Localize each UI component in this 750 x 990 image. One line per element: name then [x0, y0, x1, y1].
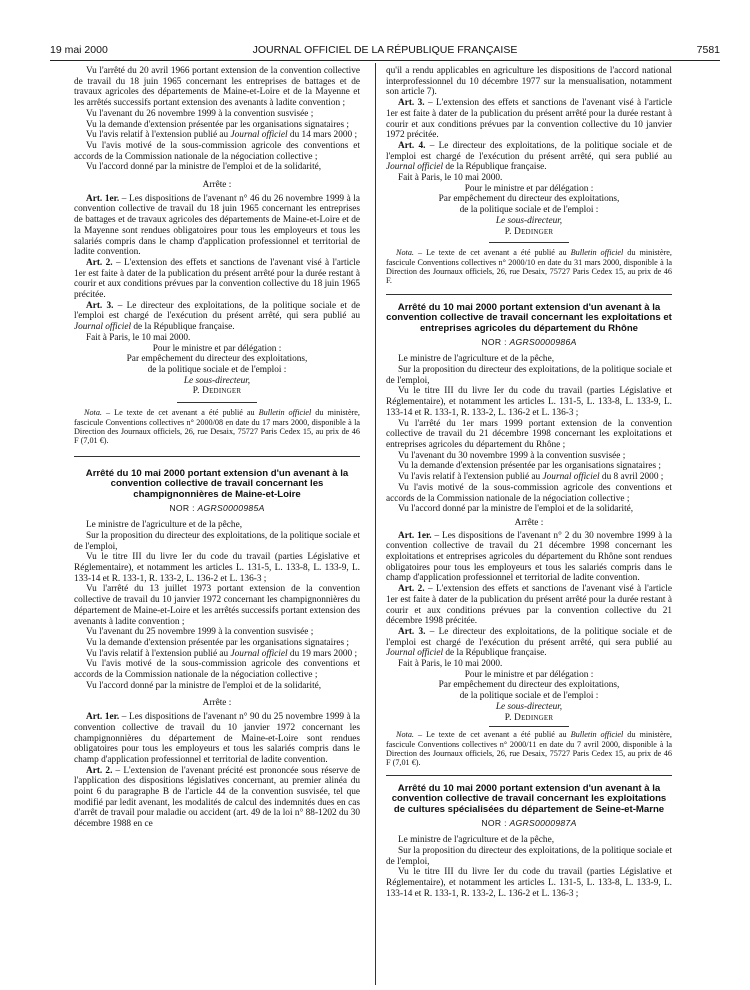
- nota-note: Nota. – Le texte de cet avenant a été publié au Bulletin officiel du ministère, fascicule Conventions collectives n° 2000/11 en date du 7 avril 2000, disponible à la Direction des Journaux officiels, 26, rue Desaix, 75727 Paris Cedex 15, au prix de 46 F (7,01 €).: [386, 730, 672, 768]
- article-2: Art. 2. – L'extension des effets et sanctions de l'avenant visé à l'article 1er est faite à dater de la publication du présent arrêté pour la durée restant à courir et aux conditions prévues par la convention collective du 18 juin 1965 précitée.: [74, 257, 361, 301]
- vu-paragraph: Vu l'avenant du 26 novembre 1999 à la convention susvisée ;: [86, 108, 314, 119]
- signature-role: Le sous-directeur,: [183, 375, 251, 386]
- signature-line: de la politique sociale et de l'emploi :: [147, 364, 287, 375]
- article-1: Art. 1er. – Les dispositions de l'avenant n° 2 du 30 novembre 1999 à la convention collective de travail du 21 décembre 1998 concernant les exploitations et entreprises agricoles du département du Rhône sont rendues obligatoires pour tous les employeurs et tous les salariés compris dans le champ d'application professionnel et territorial de ladite convention.: [386, 530, 672, 584]
- arrete-heading: Arrête :: [514, 517, 544, 528]
- signature-line: de la politique sociale et de l'emploi :: [459, 205, 599, 216]
- section-divider: [386, 294, 672, 295]
- vu-paragraph: Vu la demande d'extension présentée par les organisations signataires ;: [86, 637, 349, 648]
- vu-paragraph: Vu l'accord donné par la ministre de l'emploi et de la solidarité,: [86, 162, 322, 173]
- signature-line: Par empêchement du directeur des exploitations,: [126, 354, 308, 365]
- vu-paragraph: Vu l'avis motivé de la sous-commission agricole des conventions et accords de la Commission nationale de la négociation collective ;: [74, 659, 360, 681]
- signature-name: P. Dedinger: [192, 386, 242, 397]
- vu-paragraph: Vu l'accord donné par la ministre de l'emploi et de la solidarité,: [398, 504, 634, 515]
- header-journal-title: JOURNAL OFFICIEL DE LA RÉPUBLIQUE FRANÇAISE: [252, 44, 518, 56]
- header-page-number: 7581: [696, 44, 720, 56]
- vu-paragraph: Vu l'avis motivé de la sous-commission agricole des conventions et accords de la Commission nationale de la négociation collective ;: [74, 140, 360, 162]
- signature-line: Par empêchement du directeur des exploitations,: [438, 680, 620, 691]
- fait-a-paris: Fait à Paris, le 10 mai 2000.: [86, 332, 191, 343]
- arrete-heading: Arrête :: [202, 180, 232, 191]
- vu-paragraph: Vu le titre III du livre Ier du code du travail (parties Législative et Réglementaire), et notamment les articles L. 131-5, L. 133-8, L. 133-9, L. 133-14 et R. 133-1, R. 133-2, L. 136-2 et L. 136-3 ;: [74, 552, 360, 584]
- signature-role: Le sous-directeur,: [495, 215, 563, 226]
- arrete-title: Arrêté du 10 mai 2000 portant extension d'un avenant à la convention collective de travail concernant les exploitations de cultures spécialisées du département de Seine-et-Marne: [391, 782, 667, 816]
- vu-paragraph: Vu l'avis relatif à l'extension publié au Journal officiel du 8 avril 2000 ;: [398, 472, 664, 483]
- vu-paragraph: Vu la demande d'extension présentée par les organisations signataires ;: [86, 119, 349, 130]
- vu-paragraph: Sur la proposition du directeur des exploitations, de la politique sociale et de l'emploi,: [386, 365, 672, 386]
- vu-paragraph: Le ministre de l'agriculture et de la pêche,: [398, 354, 555, 365]
- article-2: Art. 2. – L'extension de l'avenant précité est prononcée sous réserve de l'application des dispositions législatives concernant, au premier alinéa du point 6 du paragraphe B de l'article 44 de la convention susvisée, tel que modifié par ledit avenant, les modalités de calcul des indemnités dues en cas d'arrêt de travail pour maladie ou accident (art. 49 de la loi n° 88-1202 du 30 décembre 1988 en ce: [74, 765, 360, 830]
- vu-paragraph: Vu la demande d'extension présentée par les organisations signataires ;: [398, 461, 661, 472]
- header-rule: [50, 60, 720, 61]
- signature-line: Pour le ministre et par délégation :: [464, 669, 594, 680]
- article-2: Art. 2. – L'extension des effets et sanctions de l'avenant visé à l'article 1er est faite à dater de la publication du présent arrêté pour la durée restant à courir et aux conditions prévues par la convention collective du 21 décembre 1998 précitée.: [386, 584, 673, 627]
- short-divider: [489, 726, 569, 727]
- vu-paragraph: Vu le titre III du livre Ier du code du travail (parties Législative et Réglementaire), et notamment les articles L. 131-5, L. 133-8, L. 133-9, L. 133-14 et R. 133-1, R. 133-2, L. 136-2 et L. 136-3 ;: [386, 386, 672, 418]
- vu-paragraph: Vu l'avis motivé de la sous-commission agricole des conventions et accords de la Commission nationale de la négociation collective ;: [386, 482, 672, 504]
- nor-reference: NOR : AGRS0000985A: [169, 502, 265, 513]
- article-3: Art. 3. – Le directeur des exploitations, de la politique sociale et de l'emploi est chargé de l'exécution du présent arrêté, qui sera publié au Journal officiel de la République française.: [386, 626, 672, 659]
- vu-paragraph: Vu l'accord donné par la ministre de l'emploi et de la solidarité,: [86, 680, 322, 691]
- section-divider: [386, 775, 672, 776]
- vu-paragraph: Le ministre de l'agriculture et de la pêche,: [86, 520, 243, 531]
- vu-paragraph: Vu l'arrêté du 1er mars 1999 portant extension de la convention collective de travail du 21 décembre 1998 concernant les exploitations et entreprises agricoles du département du Rhône ;: [386, 418, 672, 450]
- article-3: Art. 3. – L'extension des effets et sanctions de l'avenant visé à l'article 1er est faite à dater de la publication du présent arrêté pour la durée restant à courir et aux conditions prévues par la convention collective du 10 janvier 1972 précitée.: [386, 98, 673, 141]
- signature-line: Par empêchement du directeur des exploitations,: [438, 194, 620, 205]
- column-divider: [375, 63, 376, 985]
- vu-paragraph: Vu l'avis relatif à l'extension publié au Journal officiel du 14 mars 2000 ;: [86, 130, 358, 141]
- short-divider: [489, 242, 569, 243]
- signature-line: Pour le ministre et par délégation :: [464, 183, 594, 194]
- fait-a-paris: Fait à Paris, le 10 mai 2000.: [398, 173, 503, 184]
- right-column: [386, 66, 672, 900]
- signature-name: P. Dedinger: [504, 226, 554, 237]
- nor-reference: NOR : AGRS0000987A: [481, 817, 577, 828]
- page-header: [50, 44, 720, 58]
- vu-paragraph: Vu l'arrêté du 20 avril 1966 portant extension de la convention collective de travail du 18 juin 1965 concernant les entreprises de battages et de travaux agricoles des départements de Maine-et-Loire et de la Mayenne et les arrêtés successifs portant extension des avenants à ladite convention ;: [74, 66, 360, 109]
- vu-paragraph: Sur la proposition du directeur des exploitations, de la politique sociale et de l'emploi,: [386, 846, 672, 867]
- article-1: Art. 1er. – Les dispositions de l'avenant n° 46 du 26 novembre 1999 à la convention collective de travail du 18 juin 1965 concernant les entreprises de battages et de travaux agricoles des départements de Maine-et-Loire et de la Mayenne sont rendues obligatoires pour tous les employeurs et tous les salariés compris dans le champ d'application professionnel et territorial de ladite convention.: [74, 193, 360, 258]
- vu-paragraph: Le ministre de l'agriculture et de la pêche,: [398, 835, 555, 846]
- article-1: Art. 1er. – Les dispositions de l'avenant n° 90 du 25 novembre 1999 à la convention collective de travail du 10 janvier 1972 concernant les champignonnières du département de Maine-et-Loire sont rendues obligatoires pour tous les employeurs et tous les salariés compris dans le champ d'application professionnel et territorial de ladite convention.: [74, 712, 360, 765]
- nor-reference: NOR : AGRS0000986A: [481, 336, 577, 347]
- fait-a-paris: Fait à Paris, le 10 mai 2000.: [398, 659, 503, 670]
- vu-paragraph: Vu le titre III du livre Ier du code du travail (parties Législative et Réglementaire), et notamment les articles L. 131-5, L. 133-8, L. 133-9, L. 133-14 et R. 133-1, R. 133-2, L. 136-2 et L. 136-3 ;: [386, 867, 672, 899]
- continued-paragraph: qu'il a rendu applicables en agriculture les dispositions de l'accord national interprofessionnel du 10 décembre 1977 sur la mensualisation, notamment son article 7).: [386, 66, 672, 98]
- vu-paragraph: Vu l'avis relatif à l'extension publié au Journal officiel du 19 mars 2000 ;: [86, 648, 358, 659]
- signature-line: Pour le ministre et par délégation :: [152, 343, 282, 354]
- vu-paragraph: Sur la proposition du directeur des exploitations, de la politique sociale et de l'emploi,: [74, 530, 360, 552]
- article-4: Art. 4. – Le directeur des exploitations, de la politique sociale et de l'emploi est chargé de l'exécution du présent arrêté, qui sera publié au Journal officiel de la République française.: [386, 140, 672, 173]
- nota-note: Nota. – Le texte de cet avenant a été publié au Bulletin officiel du ministère, fascicule Conventions collectives n° 2000/10 en date du 31 mars 2000, disponible à la Direction des Journaux officiels, 26, rue Desaix, 75727 Paris Cedex 15, au prix de 46 F.: [386, 248, 672, 286]
- vu-paragraph: Vu l'avenant du 30 novembre 1999 à la convention susvisée ;: [398, 450, 626, 461]
- header-date: 19 mai 2000: [50, 44, 108, 56]
- left-column: [74, 66, 360, 830]
- signature-name: P. Dedinger: [504, 712, 554, 723]
- article-3: Art. 3. – Le directeur des exploitations, de la politique sociale et de l'emploi est chargé de l'exécution du présent arrêté, qui sera publié au Journal officiel de la République française.: [74, 300, 360, 333]
- arrete-title: Arrêté du 10 mai 2000 portant extension d'un avenant à la convention collective de travail concernant les exploitations et entreprises agricoles du département du Rhône: [386, 301, 672, 335]
- signature-line: de la politique sociale et de l'emploi :: [459, 691, 599, 702]
- section-divider: [74, 456, 360, 457]
- signature-role: Le sous-directeur,: [495, 701, 563, 712]
- arrete-title: Arrêté du 10 mai 2000 portant extension d'un avenant à la convention collective de travail concernant les champignonnières de Maine-et-Loire: [85, 467, 349, 500]
- nota-note: Nota. – Le texte de cet avenant a été publié au Bulletin officiel du ministère, fascicule Conventions collectives n° 2000/08 en date du 17 mars 2000, disponible à la Direction des Journaux officiels, 26, rue Desaix, 75727 Paris Cedex 15, au prix de 46 F (7,01 €).: [74, 408, 360, 446]
- short-divider: [177, 402, 257, 403]
- vu-paragraph: Vu l'avenant du 25 novembre 1999 à la convention susvisée ;: [86, 627, 314, 638]
- vu-paragraph: Vu l'arrêté du 13 juillet 1973 portant extension de la convention collective de travail du 10 janvier 1972 concernant les champignonnières du département de Maine-et-Loire et les arrêtés successifs portant extension des avenants à ladite convention ;: [74, 584, 360, 627]
- arrete-heading: Arrête :: [202, 698, 232, 709]
